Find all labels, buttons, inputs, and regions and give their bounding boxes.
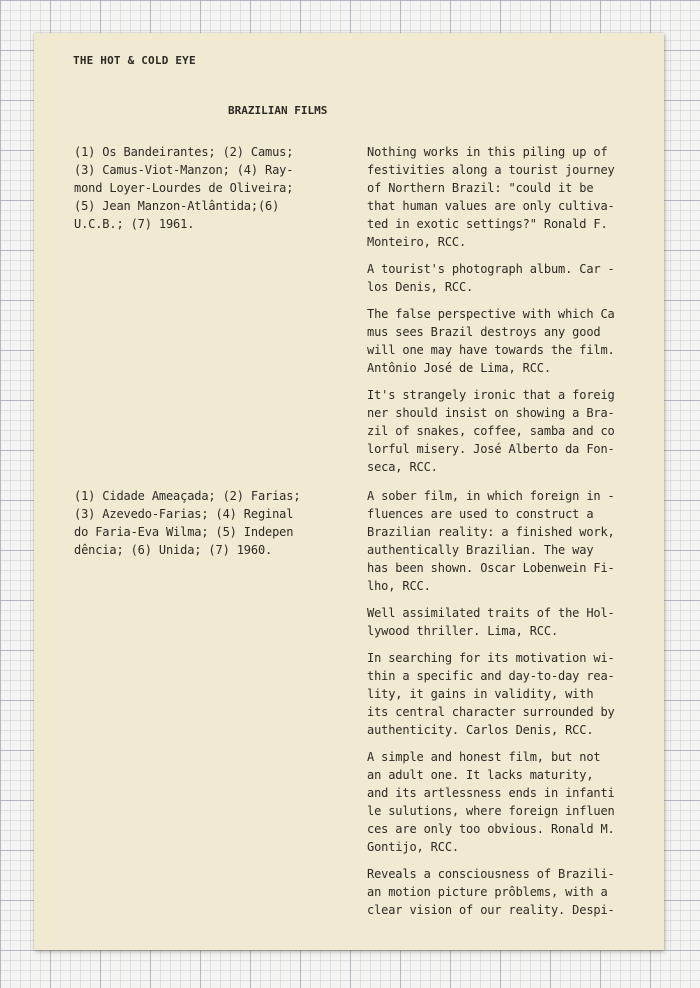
review-line: A sober film, in which foreign in - [367, 489, 615, 503]
review-line: has been shown. Oscar Lobenwein Fi- [367, 561, 615, 575]
film-info-line: do Faria-Eva Wilma; (5) Indepen [74, 525, 294, 539]
review-line: authentically Brazilian. The way [367, 543, 594, 557]
review-line: Nothing works in this piling up of [367, 145, 608, 159]
review-line: that human values are only cultiva- [367, 199, 615, 213]
page-header: THE HOT & COLD EYE [73, 54, 196, 67]
review-line: In searching for its motivation wi- [367, 651, 615, 665]
review-line: its central character surrounded by [367, 705, 615, 719]
review-line: fluences are used to construct a [367, 507, 594, 521]
review-line: Monteiro, RCC. [367, 235, 467, 249]
review-line: ted in exotic settings?" Ronald F. [367, 217, 608, 231]
review-line: thin a specific and day-to-day rea- [367, 669, 615, 683]
review-line: Well assimilated traits of the Hol- [367, 606, 615, 620]
review-line: A simple and honest film, but not [367, 750, 601, 764]
film-info-line: dência; (6) Unida; (7) 1960. [74, 543, 273, 557]
review-line: clear vision of our reality. Despi- [367, 903, 615, 917]
review-line: zil of snakes, coffee, samba and co [367, 424, 615, 438]
review-line: Brazilian reality: a finished work, [367, 525, 615, 539]
review-line: ner should insist on showing a Bra- [367, 406, 615, 420]
review-line: Reveals a consciousness of Brazili- [367, 867, 615, 881]
review-line: The false perspective with which Ca [367, 307, 615, 321]
film-info-line: (3) Camus-Viot-Manzon; (4) Ray- [74, 163, 294, 177]
typewritten-page [34, 33, 664, 950]
review-line: will one may have towards the film. [367, 343, 615, 357]
review-line: los Denis, RCC. [367, 280, 474, 294]
review-line: lity, it gains in validity, with [367, 687, 594, 701]
review-line: A tourist's photograph album. Car - [367, 262, 615, 276]
review-line: seca, RCC. [367, 460, 438, 474]
review-line: Antônio José de Lima, RCC. [367, 361, 551, 375]
review-line: authenticity. Carlos Denis, RCC. [367, 723, 594, 737]
review-line: mus sees Brazil destroys any good [367, 325, 601, 339]
review-line: an adult one. It lacks maturity, [367, 768, 594, 782]
film-info-line: U.C.B.; (7) 1961. [74, 217, 195, 231]
review-line: lorful misery. José Alberto da Fon- [367, 442, 615, 456]
review-line: of Northern Brazil: "could it be [367, 181, 594, 195]
review-line: It's strangely ironic that a foreig [367, 388, 615, 402]
film-info-line: (3) Azevedo-Farias; (4) Reginal [74, 507, 294, 521]
review-line: and its artlessness ends in infanti [367, 786, 615, 800]
film-info-line: (1) Cidade Ameaçada; (2) Farias; [74, 489, 301, 503]
review-line: festivities along a tourist journey [367, 163, 615, 177]
review-line: an motion picture prôblems, with a [367, 885, 608, 899]
film-info-line: mond Loyer-Lourdes de Oliveira; [74, 181, 294, 195]
review-line: ces are only too obvious. Ronald M. [367, 822, 615, 836]
film-info-line: (5) Jean Manzon-Atlântida;(6) [74, 199, 280, 213]
review-line: lho, RCC. [367, 579, 431, 593]
film-info-line: (1) Os Bandeirantes; (2) Camus; [74, 145, 294, 159]
review-line: lywood thriller. Lima, RCC. [367, 624, 559, 638]
review-line: Gontijo, RCC. [367, 840, 459, 854]
review-line: le sulutions, where foreign influen [367, 804, 615, 818]
page-title: BRAZILIAN FILMS [228, 104, 328, 117]
